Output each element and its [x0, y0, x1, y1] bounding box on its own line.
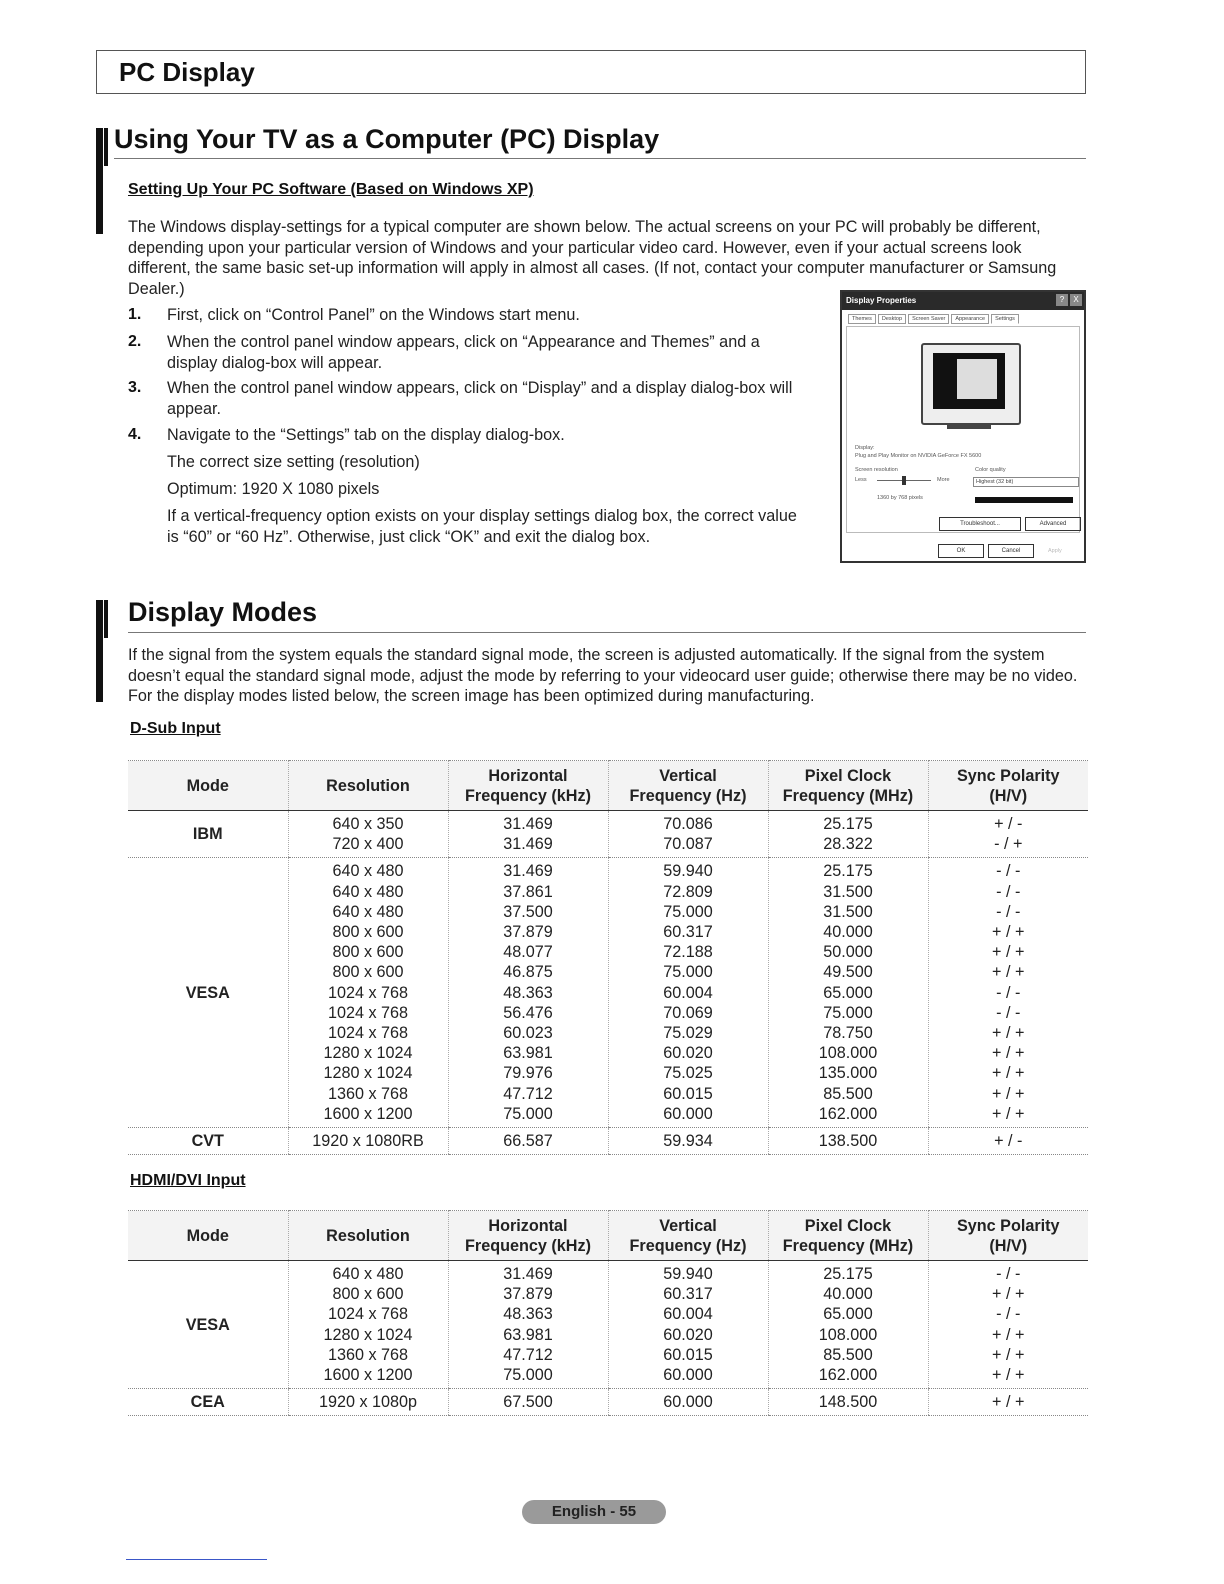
table-row	[128, 811, 1088, 858]
cell-value: 640 x 480	[332, 882, 404, 901]
settings-pane	[846, 326, 1080, 533]
cell-value: 59.940	[663, 862, 713, 881]
cell-value: 85.500	[823, 1345, 873, 1364]
section2-title: Display Modes	[128, 597, 318, 627]
monitor-icon	[921, 343, 1021, 425]
header-vfreq: Vertical Frequency (Hz)	[608, 1211, 768, 1261]
table-row	[128, 1261, 1088, 1389]
cell-value: 75.000	[663, 902, 713, 921]
cell-value: + / +	[992, 1325, 1025, 1344]
hdmi-input-label: HDMI/DVI Input	[130, 1172, 246, 1189]
cell-value: 48.363	[503, 983, 553, 1002]
section1-rule	[114, 158, 1086, 159]
color-quality-label: Color quality	[975, 467, 1006, 473]
color-quality-select[interactable]: Highest (32 bit)	[973, 477, 1079, 487]
vfreq-cell	[608, 1128, 768, 1155]
dsub-modes-table	[128, 760, 1088, 1155]
cell-value: + / +	[992, 1024, 1025, 1043]
cell-value: 72.188	[663, 943, 713, 962]
header-hfreq: Horizontal Frequency (kHz)	[448, 1211, 608, 1261]
dialog-title: Display Properties	[842, 292, 1084, 310]
cell-value: 47.712	[503, 1084, 553, 1103]
cell-value: 1024 x 768	[327, 1003, 409, 1022]
cell-value: 60.015	[663, 1345, 713, 1364]
step4-frequency-note: If a vertical-frequency option exists on your display settings dialog box, the correct value is “60” or “60 Hz”. Otherwise, just click “OK” and exit the dialog box.	[167, 507, 797, 546]
cell-value: 1920 x 1080RB	[312, 1132, 424, 1151]
cell-value: 31.469	[503, 1265, 553, 1283]
less-label: Less	[855, 477, 867, 483]
section2-intro: If the signal from the system equals the standard signal mode, the screen is adjusted automatically. If the signal from the system doesn’t equal the standard signal mode, adjust the mode by referring to your videocard user guide; otherwise there may be no video. For the display modes listed below, the screen image has been optimized during manufacturing.	[128, 646, 1078, 705]
cell-value: 162.000	[818, 1104, 878, 1123]
cell-value: 800 x 600	[332, 923, 404, 942]
cell-value: + / +	[992, 943, 1025, 962]
cell-value: 75.000	[823, 1003, 873, 1022]
section1-subhead: Setting Up Your PC Software (Based on Windows XP)	[128, 181, 534, 198]
cell-value: 63.981	[503, 1044, 553, 1063]
cell-value: 25.175	[823, 1265, 873, 1283]
cell-value: 48.363	[503, 1305, 553, 1324]
pixel-clock-cell	[768, 1389, 928, 1416]
cell-value: 25.175	[823, 815, 873, 833]
cell-value: 640 x 350	[332, 815, 404, 833]
cell-value: 65.000	[823, 983, 873, 1002]
cell-value: 75.025	[663, 1064, 713, 1083]
cell-value: 31.500	[823, 902, 873, 921]
cell-value: 640 x 480	[332, 862, 404, 881]
header-vfreq: Vertical Frequency (Hz)	[608, 761, 768, 811]
tab-settings[interactable]: Settings	[991, 314, 1019, 324]
header-title: PC Display	[119, 57, 255, 87]
cancel-button[interactable]: Cancel	[988, 544, 1034, 558]
cell-value: 1280 x 1024	[323, 1064, 413, 1083]
vfreq-cell	[608, 811, 768, 858]
table-header-row	[128, 1211, 1088, 1261]
cell-value: 75.029	[663, 1024, 713, 1043]
cell-value: 75.000	[503, 1366, 553, 1385]
mode-cell: VESA	[128, 858, 288, 1128]
monitor-stand-icon	[947, 423, 991, 429]
dsub-input-label: D-Sub Input	[130, 720, 221, 737]
header-sync-polarity: Sync Polarity (H/V)	[928, 761, 1088, 811]
cell-value: 1600 x 1200	[323, 1366, 413, 1385]
cell-value: 800 x 600	[332, 963, 404, 982]
cell-value: 1920 x 1080p	[318, 1393, 418, 1412]
cell-value: 1024 x 768	[327, 983, 409, 1002]
cell-value: 800 x 600	[332, 943, 404, 962]
section2-rule	[128, 632, 1086, 633]
header-resolution: Resolution	[288, 1211, 448, 1261]
header-pixel-clock: Pixel Clock Frequency (MHz)	[768, 761, 928, 811]
vfreq-cell	[608, 1261, 768, 1389]
section1-title: Using Your TV as a Computer (PC) Display	[114, 124, 660, 154]
pixel-clock-cell	[768, 811, 928, 858]
cell-value: 60.317	[663, 1285, 713, 1304]
dialog-tabs	[848, 314, 1019, 324]
cell-value: 28.322	[823, 835, 873, 854]
tab-desktop[interactable]: Desktop	[878, 314, 906, 324]
hfreq-cell	[448, 1128, 608, 1155]
ok-button[interactable]: OK	[938, 544, 984, 558]
step-text: First, click on “Control Panel” on the Windows start menu.	[167, 306, 580, 324]
cell-value: 135.000	[818, 1064, 878, 1083]
cell-value: 640 x 480	[332, 1265, 404, 1283]
cell-value: 1600 x 1200	[323, 1104, 413, 1123]
tab-themes[interactable]: Themes	[848, 314, 876, 324]
vfreq-cell	[608, 1389, 768, 1416]
sync-polarity-cell	[928, 1261, 1088, 1389]
cell-value: 60.004	[663, 1305, 713, 1324]
cell-value: 37.879	[503, 923, 553, 942]
hfreq-cell	[448, 858, 608, 1128]
cell-value: 48.077	[503, 943, 553, 962]
cell-value: 108.000	[818, 1044, 878, 1063]
cell-value: 75.000	[503, 1104, 553, 1123]
cell-value: + / +	[992, 1285, 1025, 1304]
hdmi-table-body	[128, 1261, 1088, 1416]
cell-value: 59.934	[663, 1132, 713, 1151]
cell-value: + / +	[992, 1366, 1025, 1385]
cell-value: 60.020	[663, 1325, 713, 1344]
header-mode: Mode	[128, 761, 288, 811]
cell-value: 40.000	[823, 1285, 873, 1304]
cell-value: 31.469	[503, 862, 553, 881]
cell-value: 60.000	[663, 1366, 713, 1385]
resolution-cell	[288, 1389, 448, 1416]
resolution-cell	[288, 811, 448, 858]
cell-value: + / +	[992, 1393, 1025, 1412]
step-number: 1.	[128, 306, 142, 323]
cell-value: 37.879	[503, 1285, 553, 1304]
cell-value: + / +	[992, 963, 1025, 982]
section-bar-inner	[104, 600, 108, 638]
cell-value: - / -	[996, 1265, 1021, 1283]
hfreq-cell	[448, 1261, 608, 1389]
cell-value: - / +	[994, 835, 1023, 854]
cell-value: 46.875	[503, 963, 553, 982]
cell-value: 72.809	[663, 882, 713, 901]
cell-value: 1360 x 768	[327, 1345, 409, 1364]
table-row	[128, 1128, 1088, 1155]
cell-value: 138.500	[818, 1132, 878, 1151]
table-row	[128, 858, 1088, 1128]
cell-value: + / +	[992, 1104, 1025, 1123]
step-text: Navigate to the “Settings” tab on the display dialog-box.	[167, 426, 565, 444]
tab-appearance[interactable]: Appearance	[951, 314, 989, 324]
step-text: When the control panel window appears, click on “Appearance and Themes” and a display dialog-box will appear.	[167, 333, 760, 372]
cell-value: 640 x 480	[332, 902, 404, 921]
cell-value: 31.469	[503, 815, 553, 833]
cell-value: + / +	[992, 1064, 1025, 1083]
help-icon[interactable]: ?	[1056, 294, 1068, 306]
cell-value: 59.940	[663, 1265, 713, 1283]
cell-value: - / -	[996, 902, 1021, 921]
header-pixel-clock: Pixel Clock Frequency (MHz)	[768, 1211, 928, 1261]
step-text: When the control panel window appears, click on “Display” and a display dialog-box will appear.	[167, 379, 793, 418]
cell-value: 1280 x 1024	[323, 1044, 413, 1063]
color-bar	[975, 497, 1073, 503]
cell-value: + / +	[992, 1084, 1025, 1103]
cell-value: 800 x 600	[332, 1285, 404, 1304]
cell-value: 40.000	[823, 923, 873, 942]
resolution-cell	[288, 1128, 448, 1155]
header-sync-polarity: Sync Polarity (H/V)	[928, 1211, 1088, 1261]
cell-value: + / +	[992, 923, 1025, 942]
cell-value: 78.750	[823, 1024, 873, 1043]
cell-value: + / -	[994, 1132, 1023, 1151]
header-mode: Mode	[128, 1211, 288, 1261]
cell-value: + / +	[992, 1345, 1025, 1364]
cell-value: - / -	[996, 1305, 1021, 1324]
cell-value: 108.000	[818, 1325, 878, 1344]
cell-value: 70.087	[663, 835, 713, 854]
tab-screen-saver[interactable]: Screen Saver	[908, 314, 949, 324]
cell-value: 66.587	[503, 1132, 553, 1151]
mode-cell: VESA	[128, 1261, 288, 1389]
sync-polarity-cell	[928, 811, 1088, 858]
cell-value: 60.317	[663, 923, 713, 942]
cell-value: 25.175	[823, 862, 873, 881]
display-label: Display:	[855, 445, 875, 451]
step-number: 3.	[128, 379, 142, 396]
screen-resolution-label: Screen resolution	[855, 467, 898, 473]
cell-value: 49.500	[823, 963, 873, 982]
cell-value: 50.000	[823, 943, 873, 962]
vfreq-cell	[608, 858, 768, 1128]
table-row	[128, 1389, 1088, 1416]
hfreq-cell	[448, 1389, 608, 1416]
sync-polarity-cell	[928, 1389, 1088, 1416]
pixel-clock-cell	[768, 1261, 928, 1389]
cell-value: 31.469	[503, 835, 553, 854]
cell-value: 37.861	[503, 882, 553, 901]
advanced-button[interactable]: Advanced	[1025, 517, 1081, 531]
cell-value: 47.712	[503, 1345, 553, 1364]
header-box	[96, 50, 1086, 94]
cell-value: 37.500	[503, 902, 553, 921]
cell-value: 60.000	[663, 1393, 713, 1412]
resolution-cell	[288, 858, 448, 1128]
cell-value: 1024 x 768	[327, 1305, 409, 1324]
hfreq-cell	[448, 811, 608, 858]
section-bar-inner	[104, 128, 108, 166]
pixel-clock-cell	[768, 858, 928, 1128]
mode-cell: CVT	[128, 1128, 288, 1155]
cell-value: + / -	[994, 815, 1023, 833]
cell-value: 56.476	[503, 1003, 553, 1022]
cell-value: - / -	[996, 983, 1021, 1002]
section-bar	[96, 128, 103, 234]
resolution-cell	[288, 1261, 448, 1389]
cell-value: 162.000	[818, 1366, 878, 1385]
display-value: Plug and Play Monitor on NVIDIA GeForce FX 5600	[855, 453, 982, 459]
cell-value: - / -	[996, 1003, 1021, 1022]
resolution-slider-handle[interactable]	[902, 476, 906, 485]
page-number-badge: English - 55	[522, 1500, 666, 1524]
cell-value: 60.000	[663, 1104, 713, 1123]
pixel-clock-cell	[768, 1128, 928, 1155]
cell-value: 31.500	[823, 882, 873, 901]
cell-value: 60.020	[663, 1044, 713, 1063]
table-header-row	[128, 761, 1088, 811]
cell-value: 1024 x 768	[327, 1024, 409, 1043]
step4-optimum: Optimum: 1920 X 1080 pixels	[167, 480, 380, 498]
cell-value: 60.015	[663, 1084, 713, 1103]
sync-polarity-cell	[928, 858, 1088, 1128]
cell-value: 1280 x 1024	[323, 1325, 413, 1344]
troubleshoot-button[interactable]: Troubleshoot...	[939, 517, 1021, 531]
cell-value: 70.069	[663, 1003, 713, 1022]
cell-value: 65.000	[823, 1305, 873, 1324]
cell-value: 60.004	[663, 983, 713, 1002]
cell-value: 60.023	[503, 1024, 553, 1043]
dsub-table-body	[128, 811, 1088, 1155]
cell-value: 70.086	[663, 815, 713, 833]
sync-polarity-cell	[928, 1128, 1088, 1155]
section1-intro: The Windows display-settings for a typical computer are shown below. The actual screens on your PC will probably be different, depending upon your particular version of Windows and your particular video card. However, even if your actual screens look different, the same basic set-up information will apply in almost all cases. (If not, contact your computer manufacturer or Samsung Dealer.)	[128, 218, 1057, 298]
step-number: 4.	[128, 426, 142, 443]
cell-value: 63.981	[503, 1325, 553, 1344]
cell-value: 148.500	[818, 1393, 878, 1412]
mode-cell: CEA	[128, 1389, 288, 1416]
cell-value: 720 x 400	[332, 835, 404, 854]
cell-value: + / +	[992, 1044, 1025, 1063]
display-properties-dialog	[840, 290, 1086, 563]
footer-rule	[126, 1559, 267, 1560]
cell-value: - / -	[996, 862, 1021, 881]
cell-value: 85.500	[823, 1084, 873, 1103]
step-number: 2.	[128, 333, 142, 350]
apply-button[interactable]: Apply	[1048, 548, 1062, 554]
step4-resolution-note: The correct size setting (resolution)	[167, 453, 420, 471]
close-icon[interactable]: X	[1070, 294, 1082, 306]
cell-value: 1360 x 768	[327, 1084, 409, 1103]
mode-cell: IBM	[128, 811, 288, 858]
resolution-value: 1360 by 768 pixels	[877, 495, 923, 501]
section-bar	[96, 600, 103, 702]
cell-value: - / -	[996, 882, 1021, 901]
header-resolution: Resolution	[288, 761, 448, 811]
cell-value: 75.000	[663, 963, 713, 982]
more-label: More	[937, 477, 950, 483]
cell-value: 79.976	[503, 1064, 553, 1083]
hdmi-modes-table	[128, 1210, 1088, 1416]
cell-value: 67.500	[503, 1393, 553, 1412]
header-hfreq: Horizontal Frequency (kHz)	[448, 761, 608, 811]
dialog-title-buttons	[1056, 294, 1082, 306]
